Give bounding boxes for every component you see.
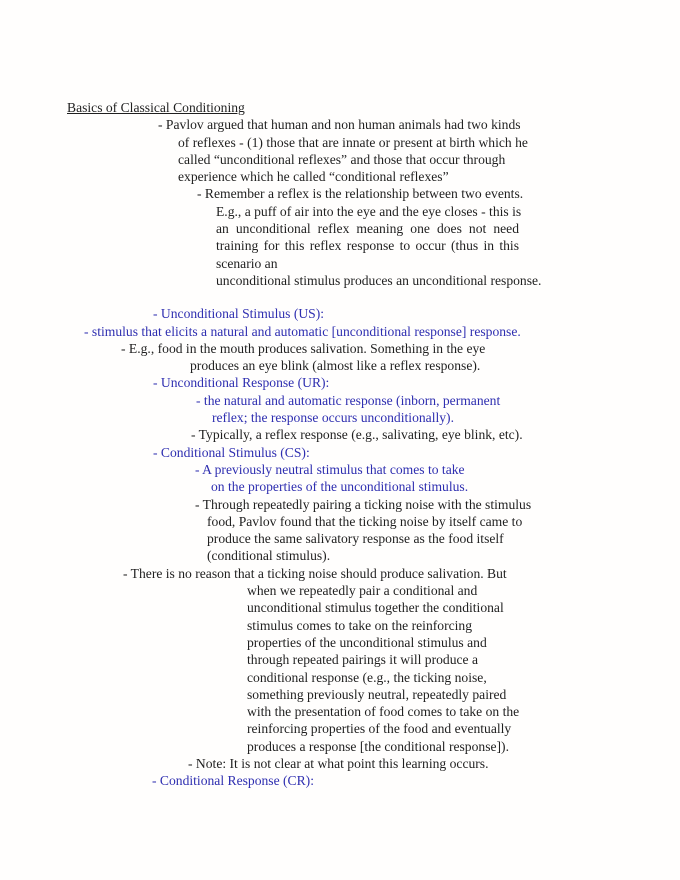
text-line: - Typically, a reflex response (e.g., salivating, eye blink, etc).: [191, 427, 523, 443]
text-line: - the natural and automatic response (inborn, permanent: [196, 392, 501, 408]
text-line: - Conditional Response (CR):: [152, 773, 314, 789]
text-line: - stimulus that elicits a natural and automatic [unconditional response] response.: [84, 323, 521, 339]
text-line: through repeated pairings it will produce a: [247, 652, 479, 668]
text-line: - There is no reason that a ticking noise should produce salivation. But: [123, 565, 507, 581]
text-line: (conditional stimulus).: [207, 548, 331, 564]
text-line: - Unconditional Stimulus (US):: [153, 306, 325, 322]
text-line: - Unconditional Response (UR):: [153, 375, 330, 391]
text-line: unconditional stimulus produces an unconditional response.: [216, 272, 542, 288]
text-line: with the presentation of food comes to take on the: [247, 704, 520, 720]
text-line: E.g., a puff of air into the eye and the eye closes - this is: [216, 203, 522, 219]
text-line: an unconditional reflex meaning one does not need: [216, 221, 519, 237]
text-line: produces an eye blink (almost like a reflex response).: [190, 358, 481, 374]
text-line: - A previously neutral stimulus that comes to take: [195, 461, 465, 477]
text-line: properties of the unconditional stimulus and: [247, 634, 487, 650]
text-line: unconditional stimulus together the conditional: [247, 600, 504, 616]
text-line: produces a response [the conditional response]).: [247, 738, 509, 754]
text-line: training for this reflex response to occur (thus in this: [216, 238, 519, 254]
text-line: when we repeatedly pair a conditional and: [247, 583, 478, 599]
text-line: - Note: It is not clear at what point this learning occurs.: [188, 755, 489, 771]
text-line: experience which he called “conditional reflexes”: [178, 169, 449, 185]
text-line: scenario an: [216, 255, 278, 271]
page-title: Basics of Classical Conditioning: [67, 100, 245, 115]
document-lines: [0, 116, 680, 789]
text-line: reflex; the response occurs unconditionally).: [212, 410, 454, 426]
text-line: - Remember a reflex is the relationship between two events.: [197, 186, 524, 202]
text-line: conditional response (e.g., the ticking noise,: [247, 669, 487, 685]
text-line: reinforcing properties of the food and eventually: [247, 721, 512, 737]
text-line: something previously neutral, repeatedly paired: [247, 686, 507, 702]
text-line: - E.g., food in the mouth produces salivation. Something in the eye: [121, 340, 486, 356]
text-line: called “unconditional reflexes” and those that occur through: [178, 151, 506, 167]
text-line: food, Pavlov found that the ticking noise by itself came to: [207, 513, 523, 529]
text-line: of reflexes - (1) those that are innate or present at birth which he: [178, 134, 528, 150]
text-line: produce the same salivatory response as the food itself: [207, 531, 504, 547]
text-line: on the properties of the unconditional stimulus.: [211, 479, 469, 495]
text-line: stimulus comes to take on the reinforcing: [247, 617, 473, 633]
text-line: - Pavlov argued that human and non human animals had two kinds: [158, 117, 521, 133]
text-line: - Conditional Stimulus (CS):: [153, 444, 310, 460]
text-line: - Through repeatedly pairing a ticking noise with the stimulus: [195, 496, 532, 512]
